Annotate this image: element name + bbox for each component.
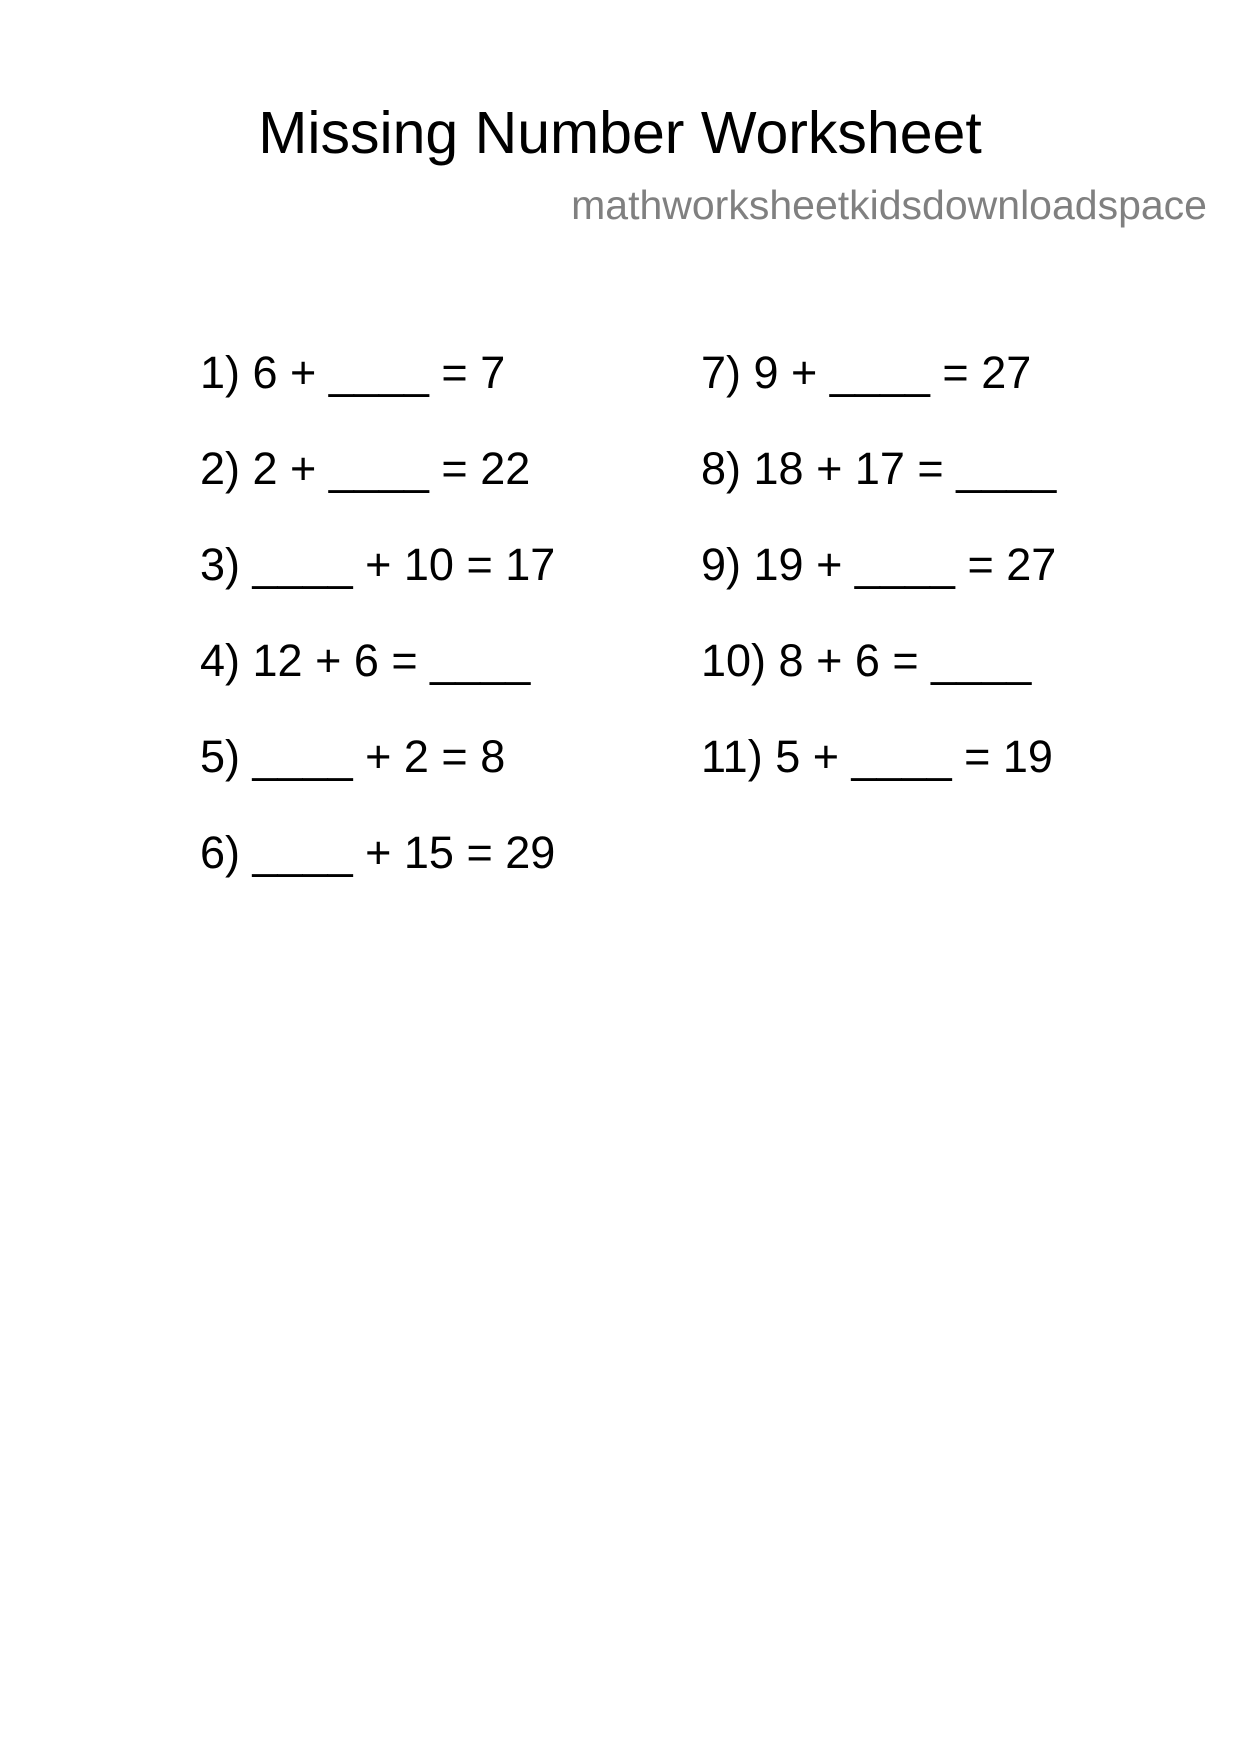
problem-5: 5) ____ + 2 = 8 xyxy=(200,731,506,782)
problem-10: 10) 8 + 6 = ____ xyxy=(701,635,1032,686)
problem-4: 4) 12 + 6 = ____ xyxy=(200,635,531,686)
problem-7: 7) 9 + ____ = 27 xyxy=(701,347,1032,398)
problem-column-right xyxy=(701,345,1056,825)
problem-2: 2) 2 + ____ = 22 xyxy=(200,443,531,494)
problem-1: 1) 6 + ____ = 7 xyxy=(200,347,506,398)
source-watermark: mathworksheetkidsdownloadspace xyxy=(571,182,1207,228)
problem-3: 3) ____ + 10 = 17 xyxy=(200,539,556,590)
problem-column-left xyxy=(200,345,555,921)
problem-9: 9) 19 + ____ = 27 xyxy=(701,539,1057,590)
problem-6: 6) ____ + 15 = 29 xyxy=(200,827,556,878)
page-title: Missing Number Worksheet xyxy=(258,100,982,166)
problem-8: 8) 18 + 17 = ____ xyxy=(701,443,1057,494)
problem-11: 11) 5 + ____ = 19 xyxy=(701,731,1053,782)
